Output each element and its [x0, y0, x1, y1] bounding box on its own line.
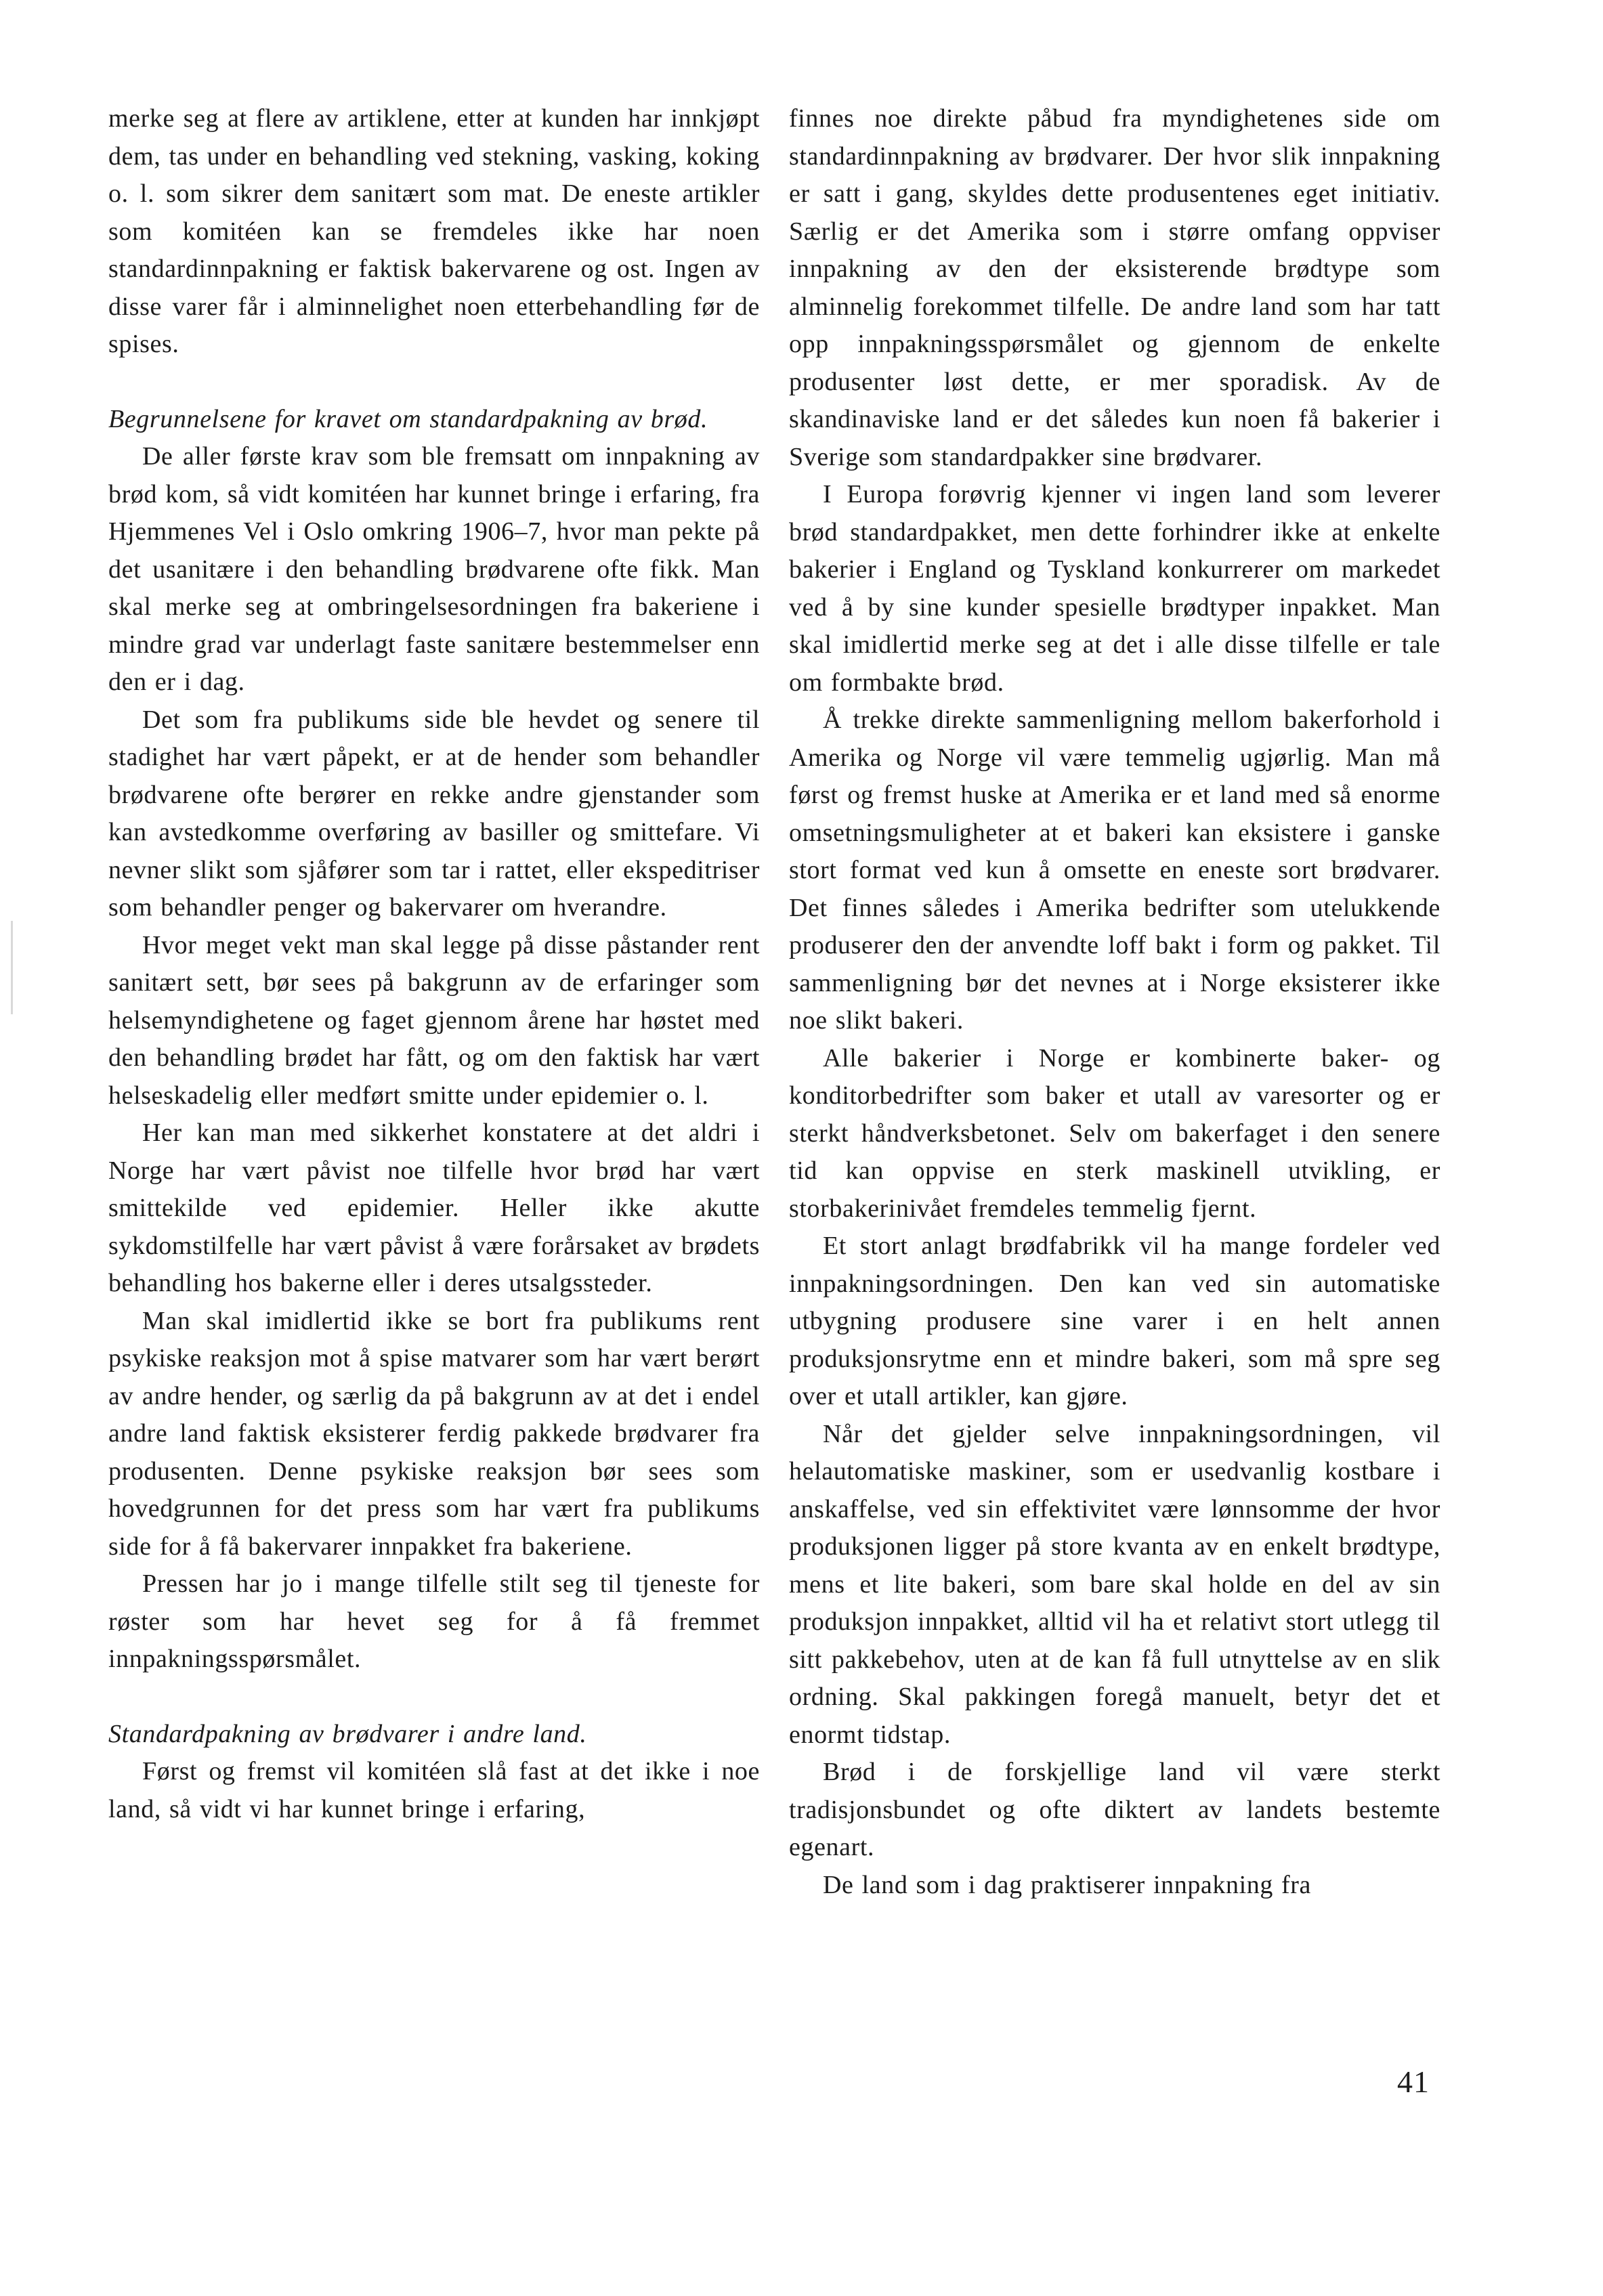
paragraph: finnes noe direkte påbud fra myndighetenes side om standardinnpakning av brødvarer. Der hvor slik innpakning er satt i gang, skyldes dette produsentenes eget initiativ. Særlig er det Amerika som i større omfang oppviser innpakning av den der eksisterende brødtype som alminnelig forekommet tilfelle. De andre land som har tatt opp innpakningsspørsmålet og gjennom de enkelte produsenter løst dette, er mer sporadisk. Av de skandinaviske land er det således kun noen få bakerier i Sverige som standardpakker sine brødvarer. [789, 104, 1440, 471]
paragraph: Man skal imidlertid ikke se bort fra publikums rent psykiske reaksjon mot å spise matvarer som har vært berørt av andre hender, og særlig da på bakgrunn av at det i endel andre land faktisk eksisterer ferdig pakkede brødvarer fra produsenten. Denne psykiske reaksjon bør sees som hovedgrunnen for det press som har vært fra publikums side for å få bakervarer innpakket fra bakeriene. [108, 1306, 760, 1561]
section-heading-justification: Begrunnelsene for kravet om standardpakning av brød. [108, 404, 708, 433]
paragraph: Hvor meget vekt man skal legge på disse påstander rent sanitært sett, bør sees på bakgrunn av de erfaringer som helsemyndighetene og faget gjennom årene har høstet med den behandling brødet har fått, og om den faktisk har vært helseskadelig eller medført smitte under epidemier o. l. [108, 930, 760, 1110]
paragraph: De land som i dag praktiserer innpakning fra [823, 1870, 1312, 1899]
paragraph: Alle bakerier i Norge er kombinerte baker- og konditorbedrifter som baker et utall av varesorter og er sterkt håndverksbetonet. Selv om bakerfaget i den senere tid kan oppvise en sterk maskinell utvikling, er storbakerinivået fremdeles temmelig fjernt. [789, 1043, 1440, 1223]
section-heading-other-countries: Standardpakning av brødvarer i andre land. [108, 1719, 587, 1748]
scan-edge-mark [11, 921, 13, 1014]
paragraph: De aller første krav som ble fremsatt om innpakning av brød kom, så vidt komitéen har kunnet bringe i erfaring, fra Hjemmenes Vel i Oslo omkring 1906–7, hvor man pekte på det usanitære i den behandling brødvarene ofte fikk. Man skal merke seg at ombringelsesordningen fra bakeriene i mindre grad var underlagt faste sanitære bestemmelser enn den er i dag. [108, 442, 760, 696]
paragraph: Pressen har jo i mange tilfelle stilt seg til tjeneste for røster som har hevet seg for å få fremmet innpakningsspørsmålet. [108, 1569, 760, 1673]
paragraph: Å trekke direkte sammenligning mellom bakerforhold i Amerika og Norge vil være temmelig ugjørlig. Man må først og fremst huske at Amerika er et land med så enorme omsetningsmuligheter at et bakeri kan eksistere i ganske stort format ved kun å omsette en eneste sort brødvarer. Det finnes således i Amerika bedrifter som utelukkende produserer den der anvendte loff bakt i form og pakket. Til sammenligning bør det nevnes at i Norge eksisterer ikke noe slikt bakeri. [789, 706, 1440, 1035]
paragraph: Først og fremst vil komitéen slå fast at det ikke i noe land, så vidt vi har kunnet bringe i erfaring, [108, 1757, 760, 1823]
paragraph: Her kan man med sikkerhet konstatere at det aldri i Norge har vært påvist noe tilfelle hvor brød har vært smittekilde ved epidemier. Heller ikke akutte sykdomstilfelle har vært påvist å være forårsaket av brødets behandling hos bakerne eller i deres utsalgssteder. [108, 1119, 760, 1297]
paragraph: Det som fra publikums side ble hevdet og senere til stadighet har vært påpekt, er at de hender som behandler brødvarene ofte berører en rekke andre gjenstander som kan avstedkomme overføring av basiller og smittefare. Vi nevner slikt som sjåfører som tar i rattet, eller ekspeditriser som behandler penger og bakervarer om hverandre. [108, 705, 760, 922]
paragraph: merke seg at flere av artiklene, etter at kunden har innkjøpt dem, tas under en behandling ved stekning, vasking, koking o. l. som sikrer dem sanitært som mat. De eneste artikler som komitéen kan se fremdeles ikke har noen standardinnpakning er faktisk bakervarene og ost. Ingen av disse varer får i alminnelighet noen etterbehandling før de spises. [108, 104, 760, 358]
paragraph: Når det gjelder selve innpakningsordningen, vil helautomatiske maskiner, som er usedvanlig kostbare i anskaffelse, ved sin effektivitet være lønnsomme der hvor produksjonen ligger på store kvanta av en enkelt brødtype, mens et lite bakeri, som bare skal holde en del av sin produksjon innpakket, alltid vil ha et relativt stort utlegg til sitt pakkebehov, uten at de kan få full utnyttelse av en slik ordning. Skal pakkingen foregå manuelt, betyr det et enormt tidstap. [789, 1419, 1440, 1749]
page-number: 41 [1397, 2064, 1430, 2099]
paragraph: Et stort anlagt brødfabrikk vil ha mange fordeler ved innpakningsordningen. Den kan ved sin automatiske utbygning produsere sine varer i en helt annen produksjonsrytme enn et mindre bakeri, som må spre seg over et utall artikler, kan gjøre. [789, 1232, 1440, 1410]
paragraph: I Europa forøvrig kjenner vi ingen land som leverer brød standardpakket, men dette forhindrer ikke at enkelte bakerier i England og Tyskland konkurrerer om markedet ved å by sine kunder spesielle brødtyper inpakket. Man skal imidlertid merke seg at det i alle disse tilfelle er tale om formbakte brød. [789, 480, 1440, 697]
right-column [789, 100, 1440, 1904]
paragraph: Brød i de forskjellige land vil være sterkt tradisjonsbundet og ofte diktert av landets bestemte egenart. [789, 1758, 1440, 1861]
left-column [108, 100, 760, 1828]
